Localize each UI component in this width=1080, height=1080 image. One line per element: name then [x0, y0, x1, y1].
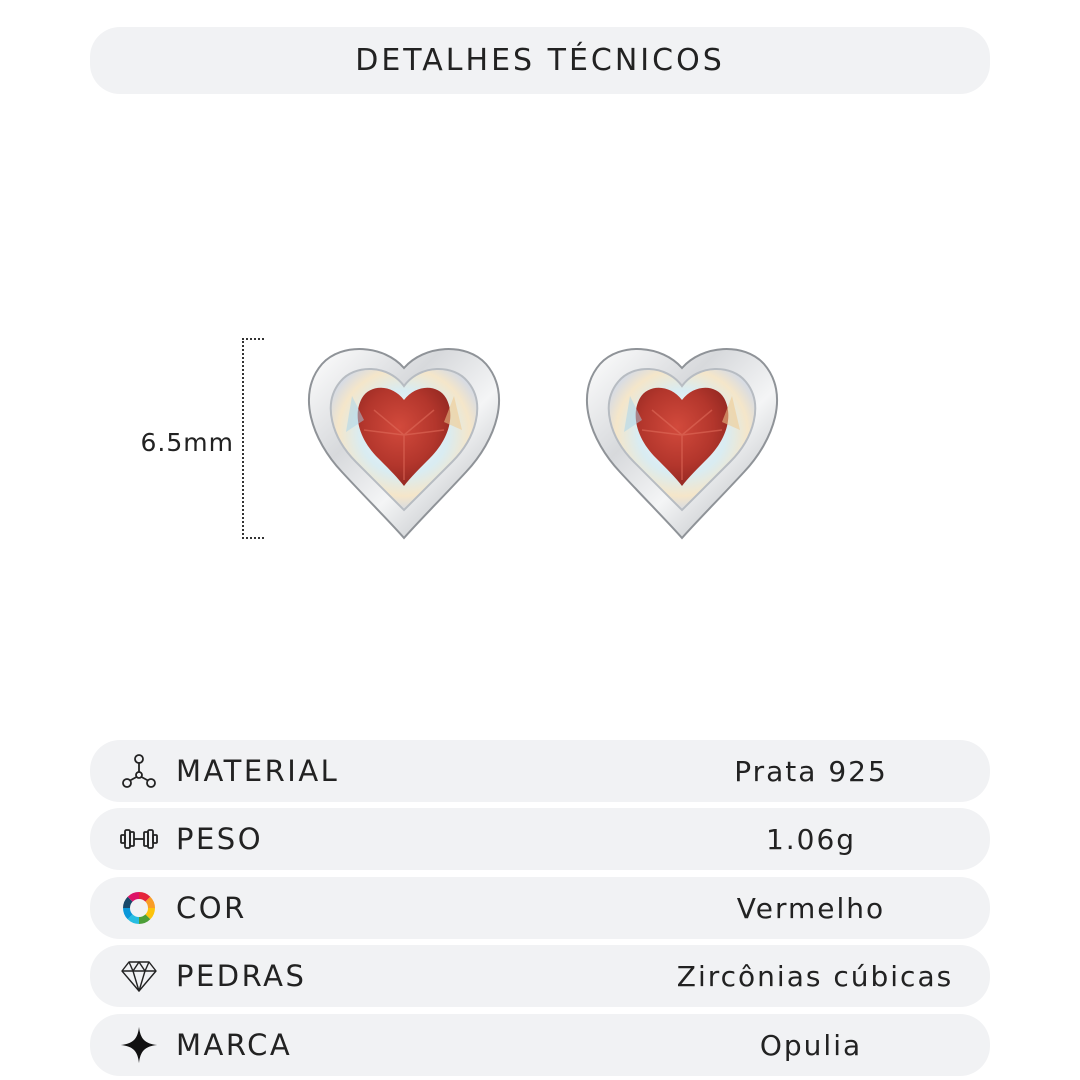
spec-row-peso	[90, 808, 990, 870]
diamond-icon	[120, 958, 158, 994]
spec-value: Opulia	[759, 1028, 863, 1062]
spec-row-cor	[90, 877, 990, 939]
sparkle-icon	[120, 1027, 158, 1063]
dumbbell-icon	[120, 821, 158, 857]
spec-row-marca	[90, 1014, 990, 1076]
spec-value: 1.06g	[765, 822, 857, 856]
spec-label: MARCA	[176, 1028, 293, 1062]
spec-label: PEDRAS	[176, 959, 307, 993]
section-title: DETALHES TÉCNICOS	[355, 43, 725, 78]
molecule-icon	[120, 753, 158, 789]
section-header	[90, 27, 990, 94]
earring-right-image	[582, 340, 782, 545]
spec-label: MATERIAL	[176, 754, 340, 788]
dimension-label: 6.5mm	[140, 428, 234, 457]
color-wheel-icon	[120, 890, 158, 926]
spec-label: PESO	[176, 822, 264, 856]
spec-label: COR	[176, 891, 247, 925]
spec-row-pedras	[90, 945, 990, 1007]
spec-value: Prata 925	[734, 754, 888, 788]
spec-value: Zircônias cúbicas	[676, 959, 954, 993]
spec-value: Vermelho	[736, 891, 886, 925]
dimension-bracket	[242, 338, 264, 539]
spec-row-material	[90, 740, 990, 802]
earring-left-image	[304, 340, 504, 545]
